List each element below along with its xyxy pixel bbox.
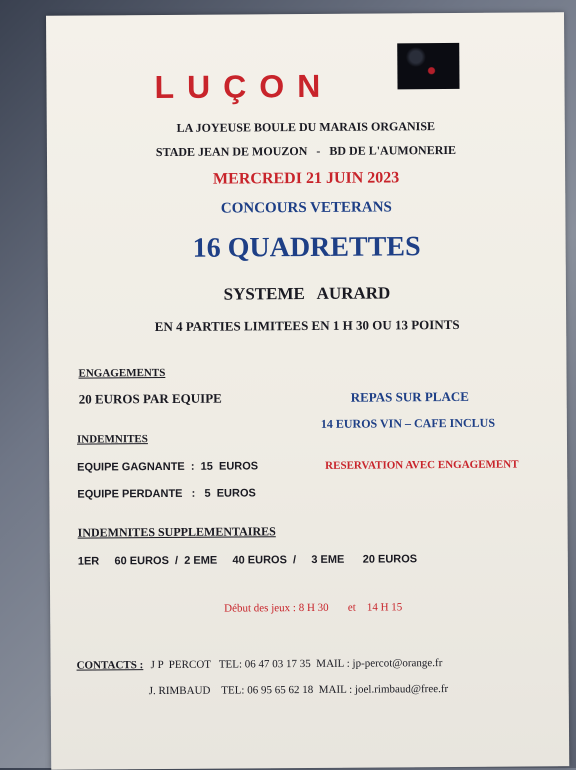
event-date: MERCREDI 21 JUIN 2023	[212, 169, 400, 188]
venue-line: STADE JEAN DE MOUZON - BD DE L'AUMONERIE	[155, 142, 457, 160]
start-times: Début des jeux : 8 H 30 et 14 H 15	[224, 601, 403, 615]
contest-name: CONCOURS VETERANS	[220, 199, 392, 217]
parts-line: EN 4 PARTIES LIMITEES EN 1 H 30 OU 13 POINTS	[154, 316, 460, 335]
meal-heading: REPAS SUR PLACE	[350, 388, 469, 405]
contest-format: 16 QUADRETTES	[192, 231, 421, 264]
poster-sheet	[46, 12, 569, 770]
extra-indemnites-heading: INDEMNITES SUPPLEMENTAIRES	[77, 524, 276, 540]
winning-team-line: EQUIPE GAGNANTE : 15 EUROS	[77, 460, 259, 474]
boules-photo-icon	[397, 43, 459, 89]
town-title: LUÇON	[154, 67, 334, 106]
losing-team-line: EQUIPE PERDANTE : 5 EUROS	[77, 487, 256, 501]
engagements-heading: ENGAGEMENTS	[78, 366, 166, 380]
reservation-note: RESERVATION AVEC ENGAGEMENT	[325, 458, 519, 472]
indemnites-heading: INDEMNITES	[76, 433, 148, 446]
organizer-line: LA JOYEUSE BOULE DU MARAIS ORGANISE	[176, 119, 436, 135]
extra-indemnites-line: 1ER 60 EUROS / 2 EME 40 EUROS / 3 EME 20 EUROS	[77, 553, 418, 568]
engagement-price: 20 EUROS PAR EQUIPE	[78, 390, 222, 407]
meal-price: 14 EUROS VIN – CAFE INCLUS	[320, 415, 496, 431]
contact-percot: J P PERCOT TEL: 06 47 03 17 35 MAIL : jp-percot@orange.fr	[150, 657, 443, 672]
system-line: SYSTEME AURARD	[223, 283, 391, 304]
contact-rimbaud: J. RIMBAUD TEL: 06 95 65 62 18 MAIL : joel.rimbaud@free.fr	[148, 683, 449, 698]
contacts-label: CONTACTS :	[76, 659, 144, 672]
